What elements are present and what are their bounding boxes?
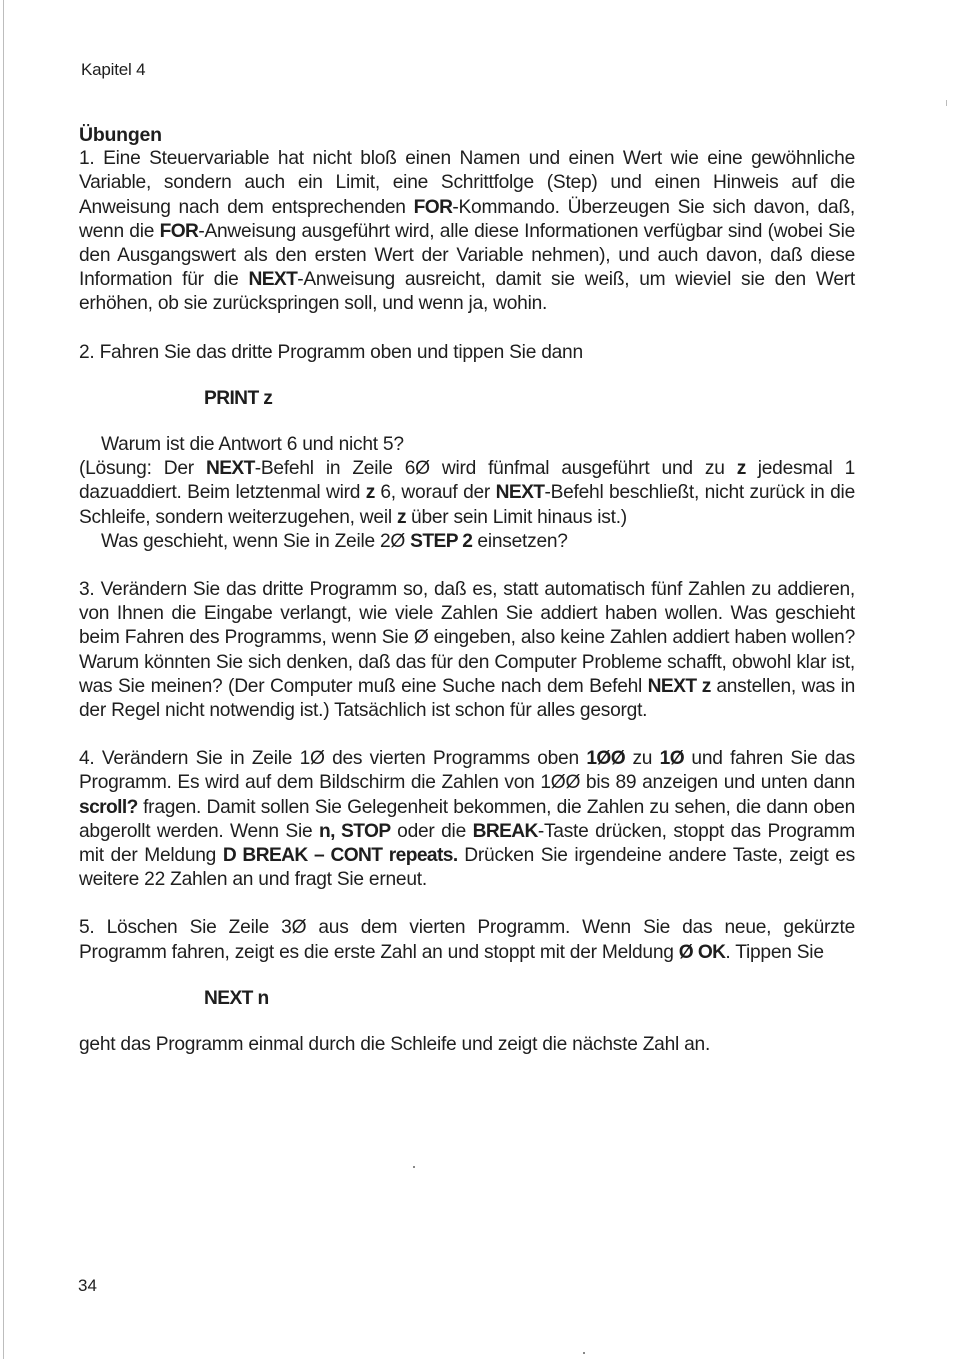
text-run: -Kommando. Überzeugen Sie sich davon, daß, wenn die bbox=[79, 196, 856, 242]
keyword-next: NEXT bbox=[495, 482, 545, 504]
keyword-for: FOR bbox=[413, 196, 453, 218]
code-print-z: PRINT z bbox=[204, 387, 273, 409]
text-run: -Anweisung ausreicht, damit sie weiß, um wieviel sie den Wert erhöhen, ob sie zurückspringen soll, und wenn ja, wohin. bbox=[79, 269, 855, 315]
section-heading: Übungen bbox=[79, 124, 162, 146]
page-number: 34 bbox=[78, 1276, 97, 1295]
code-next-n: NEXT n bbox=[204, 987, 269, 1009]
keyword-scroll: scroll? bbox=[79, 796, 138, 818]
keyword-ok: Ø OK bbox=[678, 941, 726, 963]
text-run: jedesmal 1 dazuaddiert. Beim letztenmal wird bbox=[79, 458, 856, 504]
exercise-2-question-2 bbox=[79, 530, 855, 554]
speck bbox=[583, 1352, 585, 1354]
text-run: oder die bbox=[390, 820, 473, 842]
exercise-5-after: geht das Programm einmal durch die Schleife und zeigt die nächste Zahl an. bbox=[79, 1034, 711, 1056]
text-run: 6, worauf der bbox=[374, 482, 496, 504]
exercise-2-intro: 2. Fahren Sie das dritte Programm oben und tippen Sie dann bbox=[79, 341, 583, 363]
exercise-5 bbox=[79, 916, 855, 964]
speck bbox=[946, 100, 947, 106]
text-run: 4. Verändern Sie in Zeile 1Ø des vierten Programms oben bbox=[79, 748, 587, 770]
exercise-3 bbox=[79, 578, 855, 723]
text-run: -Taste drücken, stoppt das Programm mit der Meldung bbox=[79, 820, 856, 867]
exercise-2-question: Warum ist die Antwort 6 und nicht 5? bbox=[101, 434, 404, 456]
chapter-header: Kapitel 4 bbox=[81, 60, 146, 79]
text-run: zu bbox=[625, 748, 660, 770]
keyword-next: NEXT bbox=[205, 458, 255, 480]
text-run: -Befehl beschließt, nicht zurück in die Schleife, sondern weiterzugehen, weil bbox=[79, 482, 855, 528]
keyword-for: FOR bbox=[159, 220, 199, 242]
text-run: -Befehl in Zeile 6Ø wird fünfmal ausgeführt und zu bbox=[254, 458, 737, 480]
text-run: Drücken Sie irgendeine andere Taste, zeigt es weitere 22 Zahlen an und fragt Sie erneut. bbox=[79, 845, 856, 891]
page-edge-line bbox=[3, 0, 4, 1359]
keyword-10: 1Ø bbox=[659, 748, 685, 770]
keyword-z: z bbox=[365, 482, 375, 504]
exercises-section bbox=[79, 123, 855, 1057]
exercise-4 bbox=[79, 747, 855, 892]
text-run: 3. Verändern Sie das dritte Programm so, daß es, statt automatisch fünf Zahlen zu addieren, von Ihnen die Eingabe verlangt, wie viele Zahlen Sie addiert haben wollen. Was geschieht beim Fahren des Programms, wenn Sie Ø eingeben, also keine Zahlen addiert haben wollen? Warum könnten Sie sich denken, daß das für den Computer Probleme schafft, obwohl klar ist, was Sie meinen? (Der Computer muß eine Suche nach dem Befehl bbox=[79, 579, 855, 697]
text-run: Was geschieht, wenn Sie in Zeile 2Ø bbox=[101, 530, 411, 552]
keyword-break: BREAK bbox=[472, 820, 538, 842]
text-run: einsetzen? bbox=[472, 530, 568, 552]
keyword-next-z: NEXT z bbox=[647, 675, 711, 697]
text-run: anstellen, was in der Regel nicht notwendig ist.) Tatsächlich ist schon für alles gesorgt. bbox=[79, 675, 856, 722]
text-run: 5. Löschen Sie Zeile 3Ø aus dem vierten Programm. Wenn Sie das neue, gekürzte Programm fahren, zeigt es die erste Zahl an und stoppt mit der Meldung bbox=[79, 917, 855, 963]
text-run: und fahren Sie das Programm. Es wird auf dem Bildschirm die Zahlen von 1ØØ bis 89 anzeigen und unten dann bbox=[79, 748, 855, 794]
exercise-2-solution bbox=[79, 457, 855, 530]
keyword-100: 1ØØ bbox=[586, 748, 626, 770]
speck bbox=[413, 1166, 415, 1168]
text-run: -Anweisung ausgeführt wird, alle diese Informationen verfügbar sind (wobei Sie den Ausgangswert als den ersten Wert der Variable nehmen), und auch davon, daß diese Information für die bbox=[79, 220, 856, 291]
keyword-z: z bbox=[396, 506, 406, 528]
keyword-next: NEXT bbox=[248, 269, 298, 291]
keyword-n-stop: n, STOP bbox=[318, 820, 391, 842]
keyword-step: STEP 2 bbox=[410, 530, 473, 552]
text-run: . Tippen Sie bbox=[725, 941, 824, 963]
text-run: (Lösung: Der bbox=[79, 458, 206, 480]
text-run: 1. Eine Steuervariable hat nicht bloß einen Namen und einen Wert wie eine gewöhnliche Variable, sondern auch ein Limit, eine Schrittfolge (Step) und einen Hinweis auf die Anweisung nach dem entsprechenden bbox=[79, 148, 855, 218]
exercise-1 bbox=[79, 147, 855, 316]
keyword-z: z bbox=[736, 458, 746, 480]
text-run: über sein Limit hinaus ist.) bbox=[405, 506, 627, 528]
text-run: fragen. Damit sollen Sie Gelegenheit bekommen, die Zahlen zu sehen, die dann oben abgerollt werden. Wenn Sie bbox=[79, 796, 855, 842]
keyword-break-message: D BREAK – CONT repeats. bbox=[222, 845, 458, 867]
